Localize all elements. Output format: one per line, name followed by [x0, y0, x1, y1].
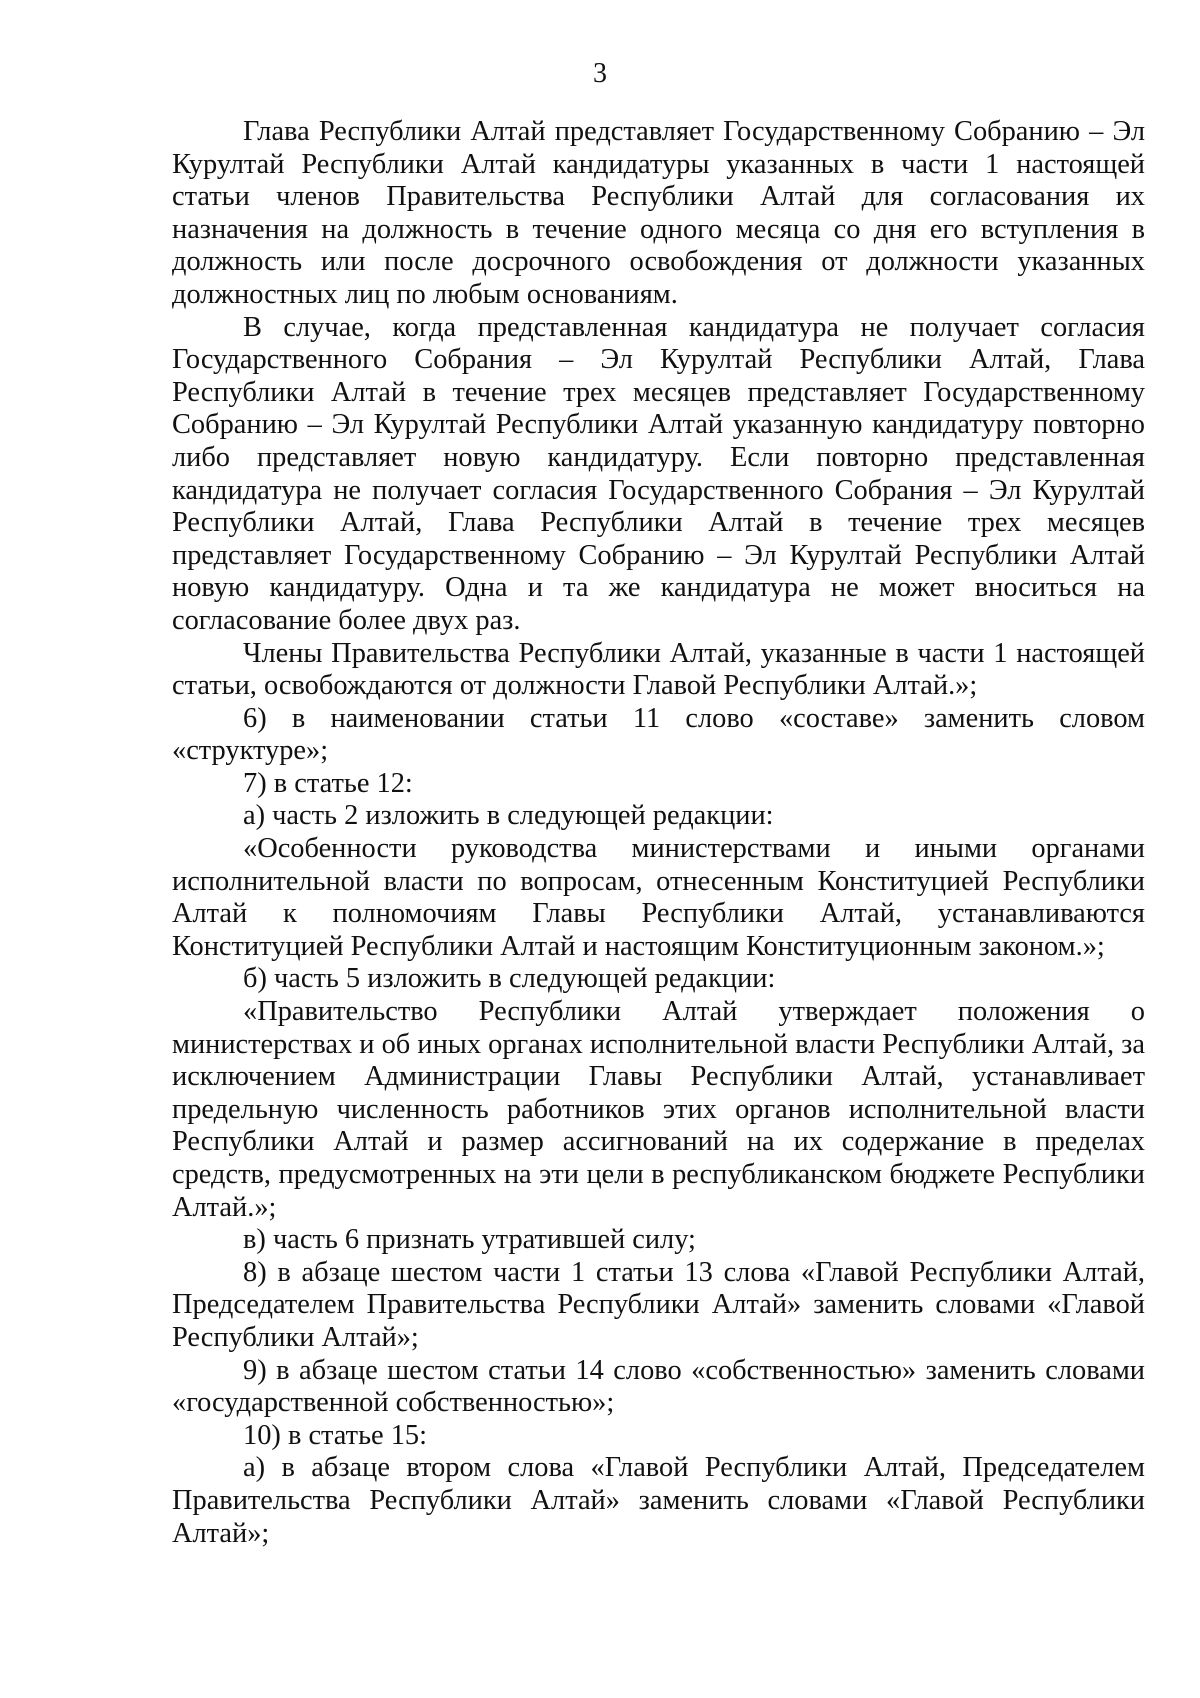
- paragraph: «Особенности руководства министерствами и иными органами исполнительной власти по вопросам, отнесенным Конституцией Республики Алтай к полномочиям Главы Республики Алтай, устанавливаются Конституцией Республики Алтай и настоящим Конституционным законом.»;: [172, 833, 1145, 962]
- paragraph: 9) в абзаце шестом статьи 14 слово «собственностью» заменить словами «государственной собственностью»;: [172, 1354, 1145, 1419]
- paragraph: В случае, когда представленная кандидатура не получает согласия Государственного Собрания – Эл Курултай Республики Алтай, Глава Республики Алтай в течение трех месяцев представляет Государственному Собранию – Эл Курултай Республики Алтай указанную кандидатуру повторно либо представляет новую кандидатуру. Если повторно представленная кандидатура не получает согласия Государственного Собрания – Эл Курултай Республики Алтай, Глава Республики Алтай в течение трех месяцев представляет Государственному Собранию – Эл Курултай Республики Алтай новую кандидатуру. Одна и та же кандидатура не может вноситься на согласование более двух раз.: [172, 311, 1145, 636]
- paragraph: 7) в статье 12:: [243, 767, 413, 799]
- paragraph: 6) в наименовании статьи 11 слово «составе» заменить словом «структуре»;: [172, 702, 1145, 767]
- paragraph: Глава Республики Алтай представляет Государственному Собранию – Эл Курултай Республики Алтай кандидатуры указанных в части 1 настоящей статьи членов Правительства Республики Алтай для согласования их назначения на должность в течение одного месяца со дня его вступления в должность или после досрочного освобождения от должности указанных должностных лиц по любым основаниям.: [172, 116, 1145, 310]
- paragraph: а) часть 2 изложить в следующей редакции:: [243, 800, 774, 832]
- paragraph: 10) в статье 15:: [243, 1419, 427, 1451]
- document-body: [172, 116, 1145, 1550]
- paragraph: в) часть 6 признать утратившей силу;: [243, 1224, 696, 1256]
- paragraph: б) часть 5 изложить в следующей редакции:: [243, 963, 776, 995]
- paragraph: 8) в абзаце шестом части 1 статьи 13 слова «Главой Республики Алтай, Председателем Правительства Республики Алтай» заменить словами «Главой Республики Алтай»;: [172, 1256, 1145, 1353]
- paragraph: а) в абзаце втором слова «Главой Республики Алтай, Председателем Правительства Республики Алтай» заменить словами «Главой Республики Алтай»;: [172, 1452, 1145, 1549]
- paragraph: «Правительство Республики Алтай утверждает положения о министерствах и об иных органах исполнительной власти Республики Алтай, за исключением Администрации Главы Республики Алтай, устанавливает предельную численность работников этих органов исполнительной власти Республики Алтай и размер ассигнований на их содержание в пределах средств, предусмотренных на эти цели в республиканском бюджете Республики Алтай.»;: [172, 996, 1145, 1223]
- paragraph: Члены Правительства Республики Алтай, указанные в части 1 настоящей статьи, освобождаются от должности Главой Республики Алтай.»;: [172, 637, 1145, 702]
- page-number: 3: [593, 58, 607, 89]
